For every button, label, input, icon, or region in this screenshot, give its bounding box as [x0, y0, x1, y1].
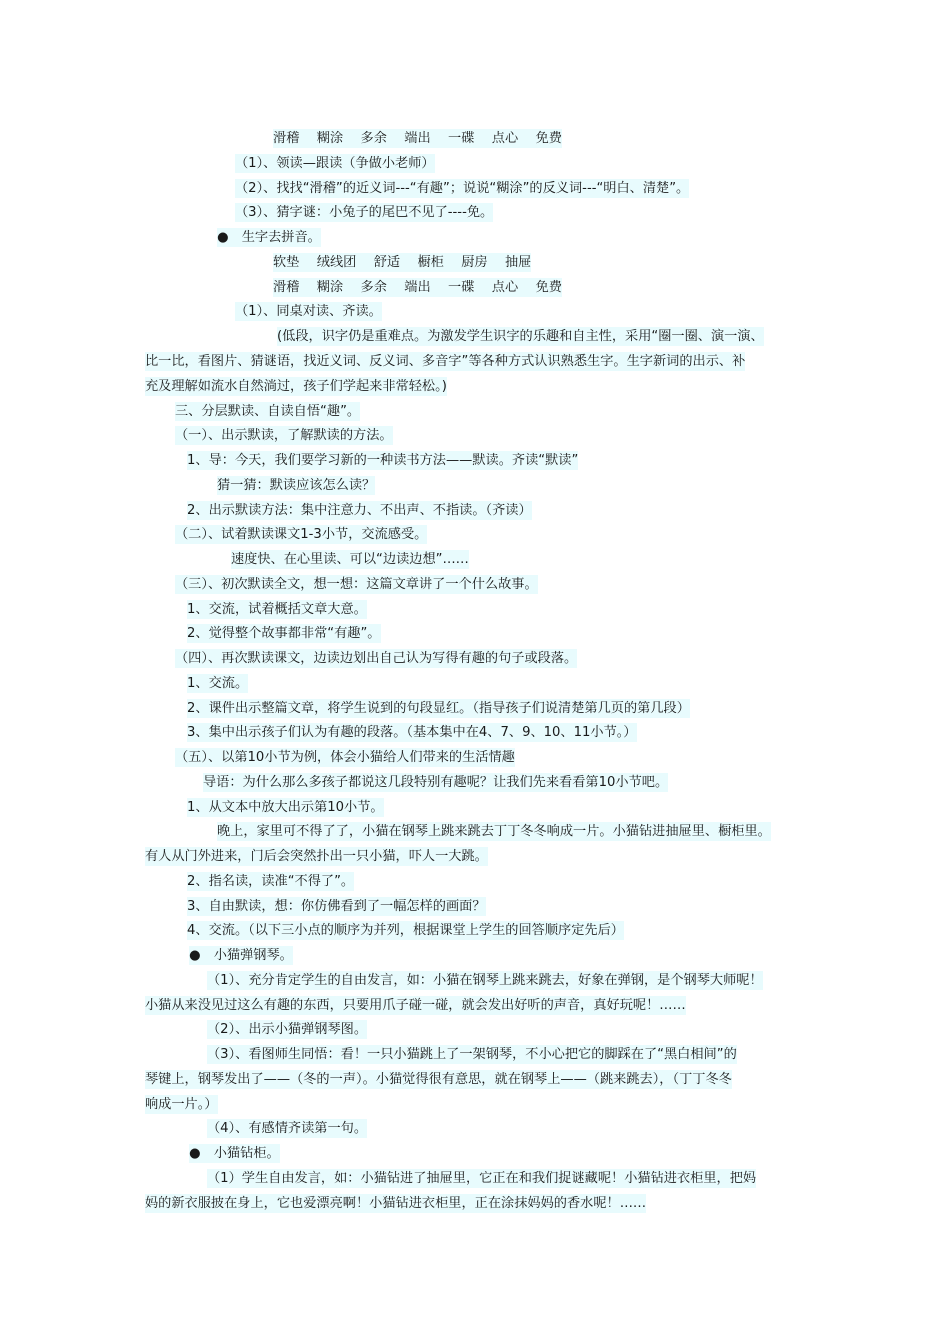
text-line-content: 1、从文本中放大出示第10小节。	[187, 800, 384, 815]
text-line-content: （1）、充分肯定学生的自由发言，如：小猫在钢琴上跳来跳去，好象在弹钢，是个钢琴大师呢！	[207, 973, 763, 988]
text-line	[145, 251, 817, 276]
text-line-content: （1）、同桌对读、齐读。	[235, 304, 382, 319]
text-line-content: （3）、猜字谜：小兔子的尾巴不见了----免。	[235, 205, 494, 220]
text-line-content: 3、自由默读，想：你仿佛看到了一幅怎样的画面？	[187, 899, 486, 914]
text-line	[145, 201, 817, 226]
text-line-content: 晚上，家里可不得了了，小猫在钢琴上跳来跳去丁丁冬冬响成一片。小猫钻进抽屉里、橱柜里。	[217, 824, 771, 839]
text-line	[145, 226, 817, 251]
text-line-content: 2、课件出示整篇文章，将学生说到的句段显红。（指导孩子们说清楚第几页的第几段）	[187, 701, 690, 716]
text-line	[145, 1068, 817, 1093]
text-line-content: 比一比，看图片、猜谜语，找近义词、反义词、多音字”等各种方式认识熟悉生字。生字新词的出示、补	[145, 354, 746, 369]
text-line	[145, 300, 817, 325]
text-line	[145, 152, 817, 177]
text-line-content: 速度快、在心里读、可以“边读边想”……	[231, 552, 469, 567]
text-line-content: （2）、找找“滑稽”的近义词---“有趣”；说说“糊涂”的反义词---“明白、清楚”。	[235, 181, 690, 196]
text-line	[145, 449, 817, 474]
text-line-content: （三）、初次默读全文，想一想：这篇文章讲了一个什么故事。	[175, 577, 538, 592]
text-line	[145, 276, 817, 301]
text-line-content: （二）、试着默读课文1-3小节，交流感受。	[175, 527, 428, 542]
text-line	[145, 1117, 817, 1142]
text-line-content: 滑稽 糊涂 多余 端出 一碟 点心 免费	[273, 131, 562, 146]
text-line-content: 导语：为什么那么多孩子都说这几段特别有趣呢？让我们先来看看第10小节吧。	[203, 775, 669, 790]
text-line	[145, 672, 817, 697]
text-line	[145, 1167, 817, 1192]
text-line-content: 滑稽 糊涂 多余 端出 一碟 点心 免费	[273, 280, 562, 295]
text-line	[145, 870, 817, 895]
text-line	[145, 845, 817, 870]
text-line	[145, 1192, 817, 1217]
text-line	[145, 548, 817, 573]
text-line	[145, 499, 817, 524]
text-line	[145, 424, 817, 449]
text-line-content: （1）、领读—跟读（争做小老师）	[235, 156, 435, 171]
text-line-content: 妈的新衣服披在身上，它也爱漂亮啊！小猫钻进衣柜里，正在涂抹妈妈的香水呢！……	[145, 1196, 647, 1211]
text-line-content: （五）、以第10小节为例，体会小猫给人们带来的生活情趣	[175, 750, 515, 765]
text-line	[145, 127, 817, 152]
text-line	[145, 994, 817, 1019]
text-line	[145, 944, 817, 969]
text-line	[145, 350, 817, 375]
text-line	[145, 746, 817, 771]
text-line	[145, 796, 817, 821]
text-line	[145, 771, 817, 796]
text-line-content: （4）、有感情齐读第一句。	[207, 1121, 368, 1136]
text-line-content: 充及理解如流水自然淌过，孩子们学起来非常轻松。)	[145, 379, 447, 394]
text-line-content: （一）、出示默读，了解默读的方法。	[175, 428, 393, 443]
text-line	[145, 325, 817, 350]
text-line-content: 2、出示默读方法：集中注意力、不出声、不指读。（齐读）	[187, 503, 532, 518]
text-line-content: 1、交流，试着概括文章大意。	[187, 602, 367, 617]
text-line-content: 响成一片。）	[145, 1097, 218, 1112]
text-line	[145, 919, 817, 944]
text-line-content: ● 生字去拼音。	[217, 230, 321, 245]
text-line	[145, 622, 817, 647]
text-line	[145, 573, 817, 598]
text-line	[145, 1018, 817, 1043]
text-line-content: （3）、看图师生同悟：看！一只小猫跳上了一架钢琴，不小心把它的脚踩在了“黑白相间”的	[207, 1047, 737, 1062]
text-line	[145, 400, 817, 425]
text-line	[145, 697, 817, 722]
text-line-content: (低段，识字仍是重难点。为激发学生识字的乐趣和自主性，采用“圈一圈、演一演、	[277, 329, 764, 344]
text-line-content: 琴键上，钢琴发出了——（冬的一声）。小猫觉得很有意思，就在钢琴上——（跳来跳去），（丁丁冬冬	[145, 1072, 732, 1087]
text-line-content: 有人从门外进来，门后会突然扑出一只小猫，吓人一大跳。	[145, 849, 488, 864]
text-line-content: 2、觉得整个故事都非常“有趣”。	[187, 626, 381, 641]
text-line	[145, 895, 817, 920]
text-line-content: （1）学生自由发言，如：小猫钻进了抽屉里，它正在和我们捉谜藏呢！小猫钻进衣柜里，把妈	[207, 1171, 757, 1186]
text-line-content: ● 小猫钻柜。	[189, 1146, 280, 1161]
text-line	[145, 523, 817, 548]
text-line-content: 小猫从来没见过这么有趣的东西，只要用爪子碰一碰，就会发出好听的声音，真好玩呢！……	[145, 998, 686, 1013]
text-line-content: 4、交流。（以下三小点的顺序为并列，根据课堂上学生的回答顺序定先后）	[187, 923, 624, 938]
text-line	[145, 474, 817, 499]
text-line-content: （四）、再次默读课文，边读边划出自己认为写得有趣的句子或段落。	[175, 651, 578, 666]
text-line	[145, 1093, 817, 1118]
text-line-content: 1、导：今天，我们要学习新的一种读书方法——默读。齐读“默读”	[187, 453, 579, 468]
text-line-content: 三、分层默读、自读自悟“趣”。	[175, 404, 361, 419]
text-line	[145, 969, 817, 994]
text-line-content: ● 小猫弹钢琴。	[189, 948, 293, 963]
text-line-content: （2）、出示小猫弹钢琴图。	[207, 1022, 368, 1037]
text-line-content: 1、交流。	[187, 676, 249, 691]
text-line	[145, 647, 817, 672]
text-line	[145, 1043, 817, 1068]
text-line	[145, 375, 817, 400]
text-line	[145, 1142, 817, 1167]
text-line-content: 3、集中出示孩子们认为有趣的段落。（基本集中在4、7、9、10、11小节。）	[187, 725, 637, 740]
text-line	[145, 598, 817, 623]
text-line-content: 软垫 绒线团 舒适 橱柜 厨房 抽屉	[273, 255, 532, 270]
text-line	[145, 177, 817, 202]
text-line-content: 猜一猜：默读应该怎么读？	[217, 478, 376, 493]
text-line	[145, 820, 817, 845]
text-line-content: 2、指名读，读准“不得了”。	[187, 874, 355, 889]
text-line	[145, 721, 817, 746]
